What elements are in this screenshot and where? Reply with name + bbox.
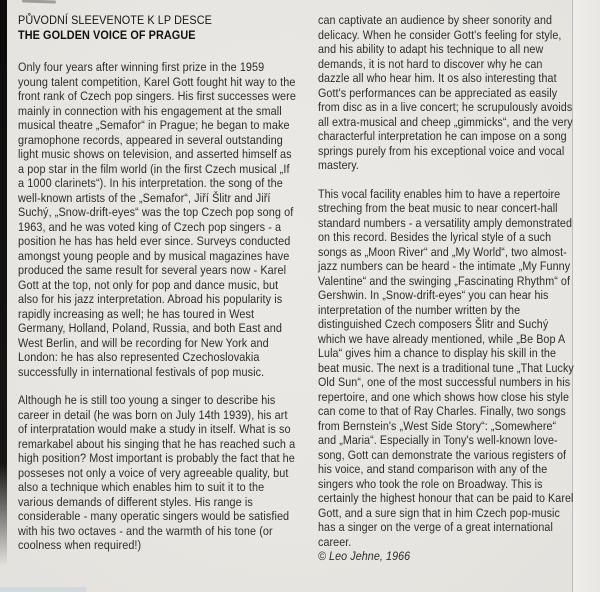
scan-corner-artifact — [0, 587, 86, 592]
page-fold-strip — [573, 0, 600, 592]
left-paragraph-1: Only four years after winning first prize in the 1959 young talent competition, Karel Gott fought hit way to the front rank of Czech pop singers. His first successes were mainly in connection with his engagement at the small musical theatre „Semafor“ in Prague; he began to make gramophone records, appeared in several outstanding light music shows on television, and asserted himself as a pop star in the film world (in the first Czech musical „If a 1000 clarinets“). In his interpretation. the song of the well-known artists of the „Semafor“, Jiří Šlitr and Jiří Suchý, „Snow-drift-eyes“ was the top Czech pop song of 1963, and he was voted king of Czech pop singers - a position he has has held ever since. Surveys conducted amongst young people and by musical magazines have produced the same result for several years now - Karel Gott at the top, not only for pop and dance music, but also for his jazz interpretation. Abroad his popularity is rapidly increasing as well; he has toured in West Germany, Holland, Poland, Russia, and both East and West Berlin, and will be recording for New York and London: he has also represented Czechoslovakia successfully in international festivals of pop music. — [18, 60, 296, 379]
left-column — [18, 13, 296, 553]
left-paragraph-2: Although he is still too young a singer to describe his career in detail (he was born on July 14th 1939), his art of interpratation would make a study in itself. What is so remarkabel about his singing that he has reached such a high position? Most important is probably the fact that he posseses not only a voice of very agreeable quality, but also a technique which enables him to suit it to the various demands of different styles. His range is considerable - many operatic singers would be satisfied with his two octaves - and the warmth of his tone (or coolness when required!) — [18, 393, 296, 552]
right-column — [318, 13, 576, 564]
scan-smudge-artifact — [22, 0, 56, 4]
scanner-black-edge — [0, 0, 7, 566]
right-paragraph-1: can captivate an audience by sheer sonority and delicacy. When he consider Gott's feeling for style, and his ability to adapt his technique to all new demands, it is not hard to discover why he can dazzle all who hear him. It os also interesting that Gott's performances can be appreciated as easily from disc as in a live concert; he scrupulously avoids all extra-musical and cheep „gimmicks“, and the very characterful interpretation he can impose on a song springs purely from his exceptional voice and vocal mastery. — [318, 13, 573, 172]
right-paragraph-2: This vocal facility enables him to have a repertoire streching from the beat music to near concert-hall standard numbers - a versatility amply demonstrated on this record. Besides the lyrical style of a such songs as „Moon River“ and „My World“, two almost-jazz numbers can be heard - the intimate „My Funny Valentine“ and the swinging „Fascinating Rhythm“ of Gershwin. In „Snow-drift-eyes“ you can hear his interpretation of the number written by the distinguished Czech composers Šlitr and Suchý which we have already mentioned, while „Be Bop A Lula“ gives him a chance to display his skill in the beat music. The next is a traditional tune „That Lucky Old Sun“, one of the most successful numbers in his repertoire, and one which shows how close his style can come to that of Ray Charles. Finally, two songs from Bernstein's „West Side Story“: „Somewhere“ and „Maria“. Especially in Tony's well-known love-song, Gott can demonstrate the various registers of his voice, and stand comparison with any of the singers who took the role on Broadway. This is certainly the highest honour that can be paid to Karel Gott, and a sure sign that in him Czech pop-music has a singer on the verge of a great international career. — [318, 186, 574, 549]
header-czech-line: PŮVODNÍ SLEEVENOTE K LP DESCE — [18, 13, 212, 27]
credit-line: © Leo Jehne, 1966 — [318, 549, 411, 563]
header-album-title: THE GOLDEN VOICE OF PRAGUE — [18, 27, 196, 42]
